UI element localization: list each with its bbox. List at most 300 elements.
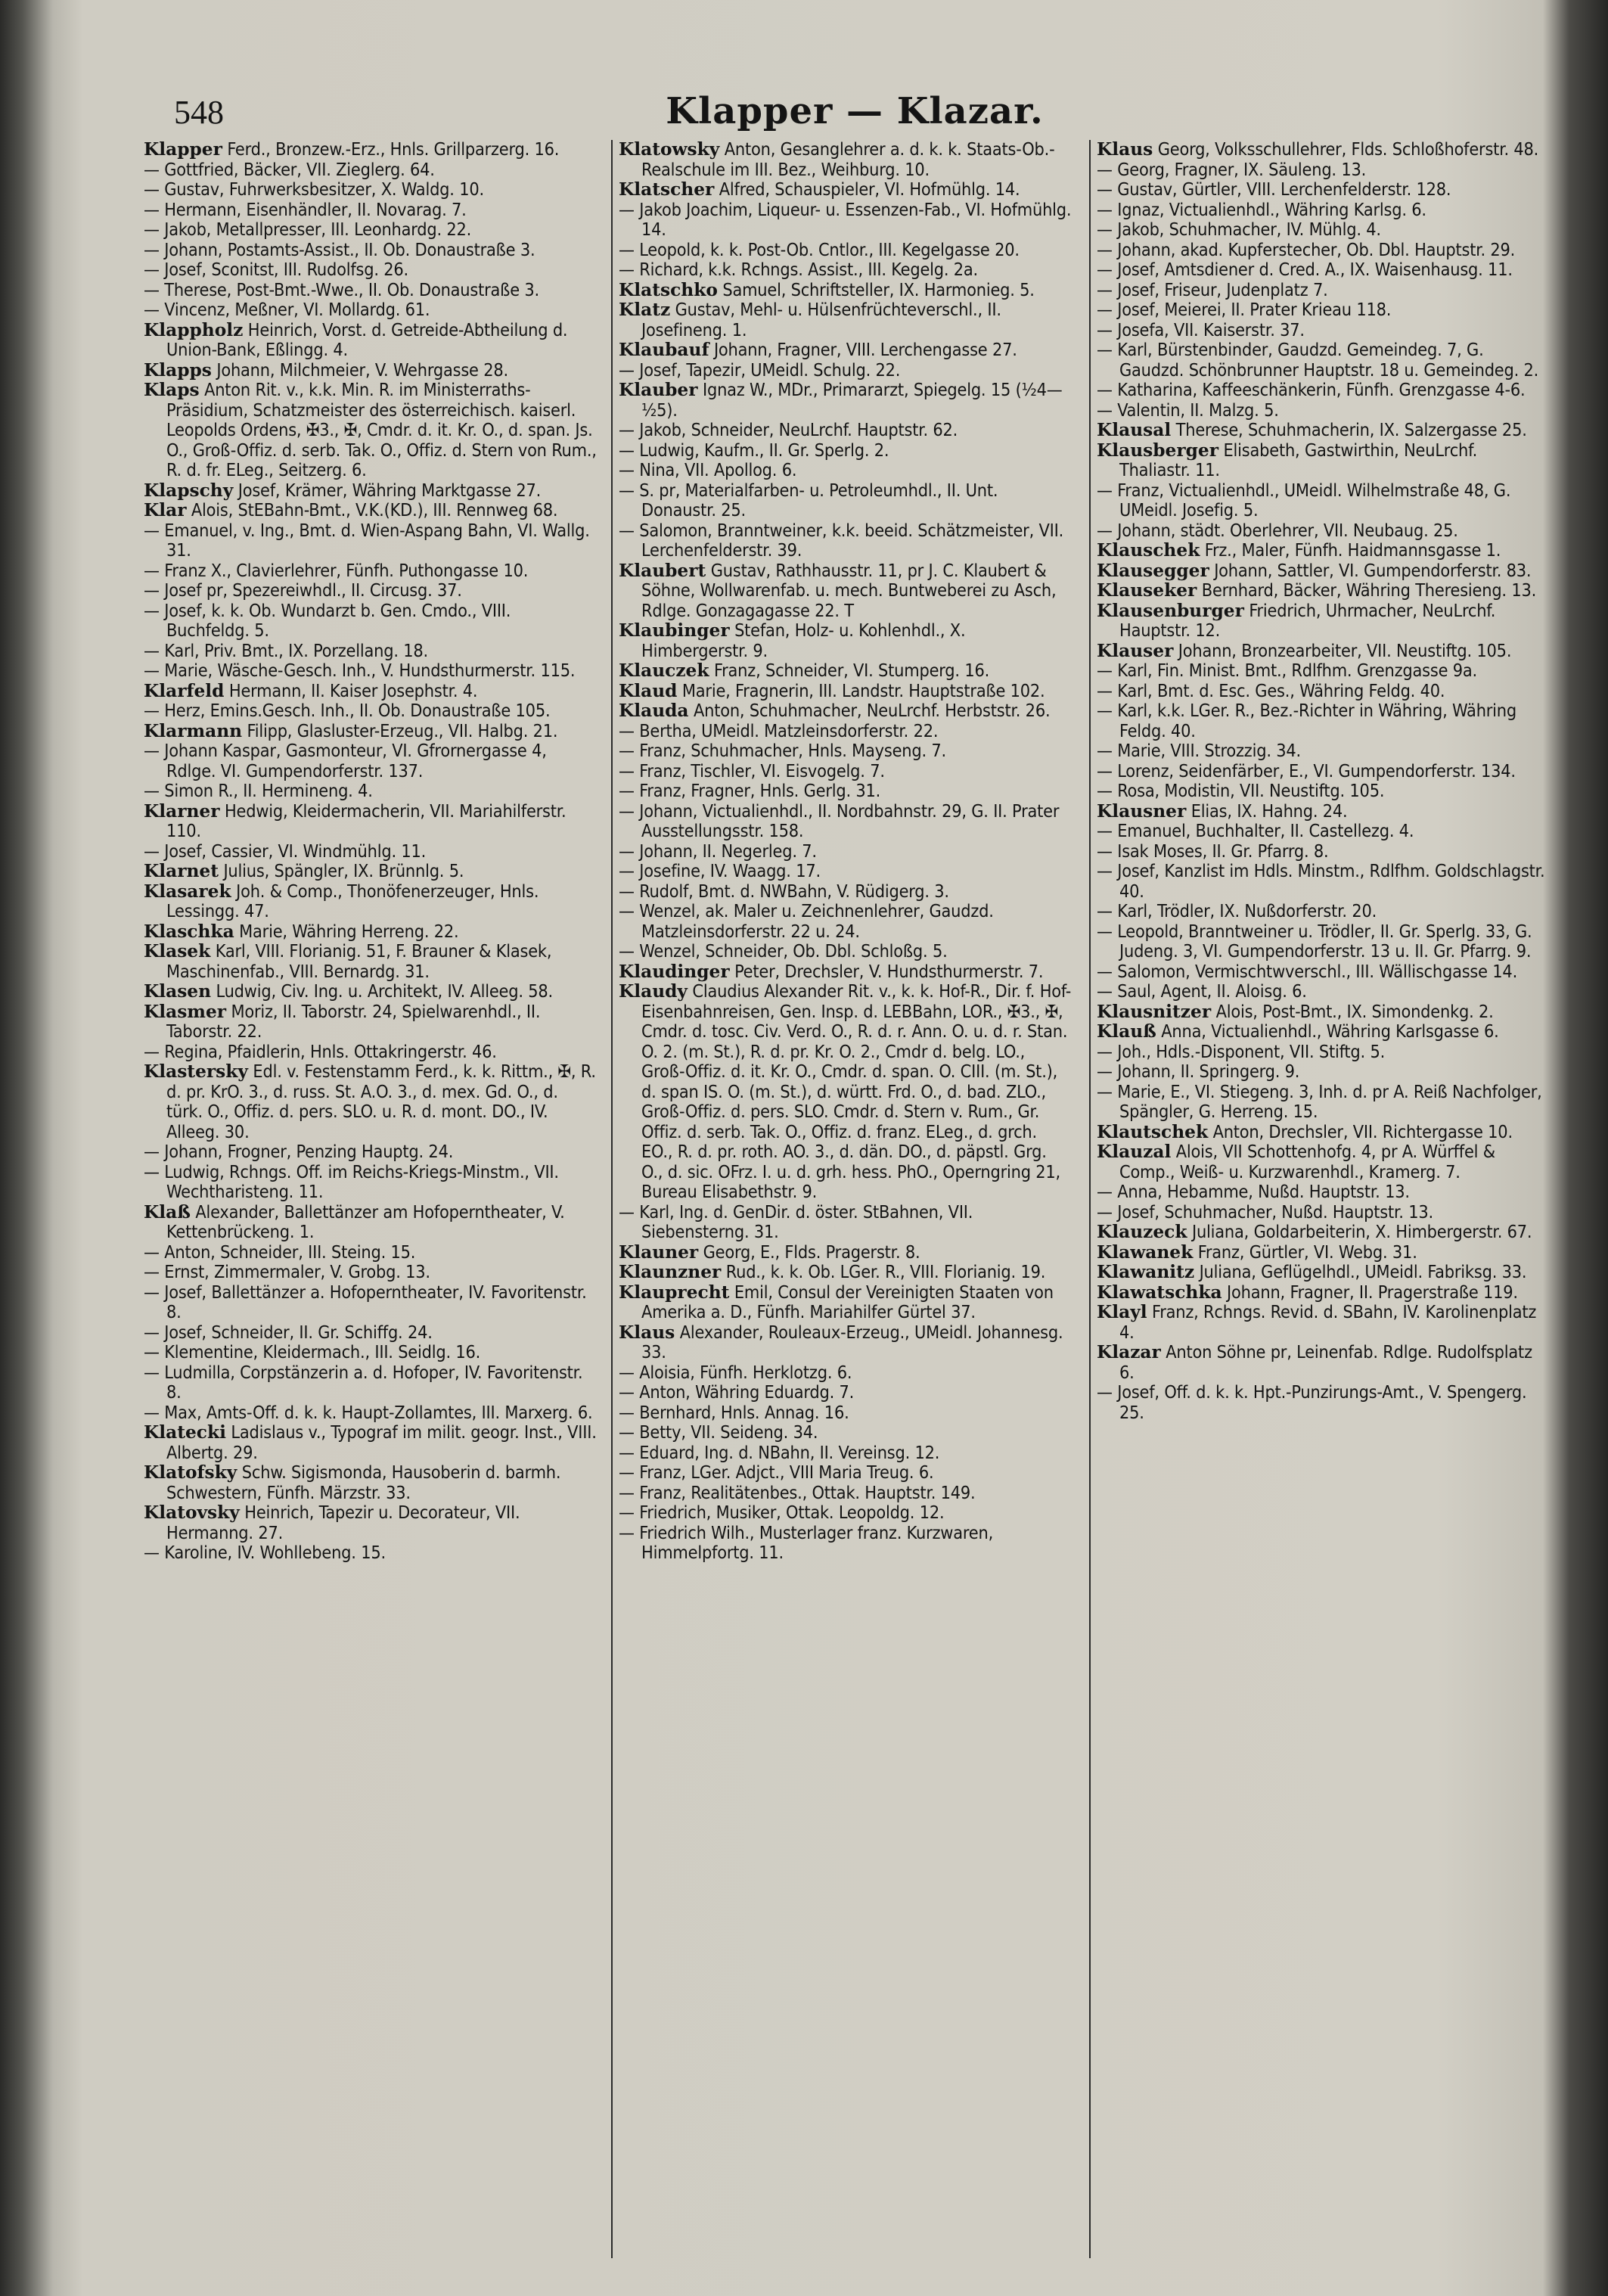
entry-surname: Klarnet — [144, 861, 219, 881]
entry-details: Stefan, Holz- u. Kohlenhdl., X. Himbergerstr. 9. — [641, 620, 966, 661]
entry-surname: Klausegger — [1097, 560, 1209, 581]
entry-details: Frz., Maler, Fünfh. Haidmannsgasse 1. — [1200, 540, 1501, 561]
entry-details: — Simon R., II. Hermineng. 4. — [144, 781, 373, 801]
entry-details: Heinrich, Vorst. d. Getreide-Abtheilung d. Union-Bank, Eßlingg. 4. — [166, 319, 568, 360]
entry-surname: Klaps — [144, 380, 200, 400]
entry-details: — Josef, Amtsdiener d. Cred. A., IX. Waisenhausg. 11. — [1097, 259, 1513, 280]
directory-entry — [144, 1543, 598, 1564]
directory-entry — [619, 361, 1073, 381]
directory-entry — [619, 561, 1073, 622]
entry-details: Gustav, Mehl- u. Hülsenfrüchteverschl., II. Josefineng. 1. — [641, 300, 1001, 340]
directory-entry — [144, 802, 598, 842]
directory-entry — [144, 682, 598, 702]
directory-entry — [144, 521, 598, 561]
directory-entry — [1097, 300, 1551, 321]
directory-entry — [144, 781, 598, 802]
entry-surname: Klaubert — [619, 560, 706, 581]
entry-details: — Franz, LGer. Adjct., VIII Maria Treug. 6. — [619, 1462, 934, 1483]
directory-entry — [1097, 1022, 1551, 1042]
entry-surname: Klatschko — [619, 279, 718, 300]
entry-surname: Klaß — [144, 1201, 191, 1223]
entry-details: — Richard, k.k. Rchngs. Assist., III. Kegelg. 2a. — [619, 259, 979, 280]
entry-surname: Klaud — [619, 680, 678, 701]
entry-details: — Valentin, II. Malzg. 5. — [1097, 399, 1279, 421]
entry-details: — Josef pr, Spezereiwhdl., II. Circusg. 37. — [144, 580, 462, 601]
entry-details: — Josef, k. k. Ob. Wundarzt b. Gen. Cmdo., VIII. Buchfeldg. 5. — [144, 600, 511, 641]
directory-entry — [144, 601, 598, 642]
entry-details: — Anna, Hebamme, Nußd. Hauptstr. 13. — [1097, 1182, 1410, 1202]
entry-details: Samuel, Schriftsteller, IX. Harmonieg. 5. — [717, 279, 1035, 300]
directory-entry — [144, 842, 598, 862]
entry-surname: Klausenburger — [1097, 600, 1244, 621]
directory-entry — [1097, 642, 1551, 662]
directory-entry — [619, 1503, 1073, 1524]
entry-details: — Karl, Fin. Minist. Bmt., Rdlfhm. Grenzgasse 9a. — [1097, 660, 1477, 681]
entry-surname: Klatovsky — [144, 1502, 240, 1523]
entry-details: — Jakob, Metallpresser, III. Leonhardg. 22. — [144, 219, 472, 240]
entry-details: — Johann, Victualienhdl., II. Nordbahnstr. 29, G. II. Prater Ausstellungsstr. 158. — [619, 800, 1060, 841]
entry-details: Franz, Rchngs. Revid. d. SBahn, IV. Karolinenplatz 4. — [1119, 1302, 1537, 1343]
entry-details: — Aloisia, Fünfh. Herklotzg. 6. — [619, 1362, 852, 1383]
entry-surname: Klar — [144, 500, 187, 520]
entry-details: Anton, Gesanglehrer a. d. k. k. Staats-Ob.-Realschule im III. Bez., Weihburg. 10. — [641, 140, 1055, 180]
column-3 — [1097, 140, 1551, 2273]
entry-surname: Klaubinger — [619, 620, 730, 641]
entry-details: Friedrich, Uhrmacher, NeuLrchf. Hauptstr. 12. — [1119, 600, 1496, 641]
directory-entry — [619, 381, 1073, 421]
directory-entry — [1097, 701, 1551, 741]
column-2 — [619, 140, 1073, 2273]
directory-entry — [1097, 340, 1551, 381]
directory-entry — [144, 220, 598, 241]
directory-entry — [1097, 842, 1551, 862]
entry-details: — Karl, Trödler, IX. Nußdorferstr. 20. — [1097, 901, 1377, 921]
entry-details: — Karl, Priv. Bmt., IX. Porzellang. 18. — [144, 640, 428, 661]
entry-details: Alfred, Schauspieler, VI. Hofmühlg. 14. — [714, 179, 1020, 200]
directory-entry — [1097, 762, 1551, 782]
entry-details: Hedwig, Kleidermacherin, VII. Mariahilferstr. 110. — [166, 800, 567, 841]
entry-details: Ladislaus v., Typograf im milit. geogr. Inst., VIII. Albertg. 29. — [166, 1422, 597, 1463]
directory-entry — [619, 802, 1073, 842]
directory-entry — [144, 661, 598, 682]
entry-details: Marie, Fragnerin, III. Landstr. Hauptstraße 102. — [677, 680, 1045, 701]
directory-entry — [619, 741, 1073, 762]
directory-entry — [144, 1002, 598, 1042]
directory-entry — [619, 842, 1073, 862]
entry-details: Moriz, II. Taborstr. 24, Spielwarenhdl., II. Taborstr. 22. — [166, 1001, 541, 1042]
entry-details: — Johann, städt. Oberlehrer, VII. Neubaug. 25. — [1097, 520, 1458, 541]
entry-details: — Karl, Bmt. d. Esc. Ges., Währing Feldg. 40. — [1097, 680, 1445, 701]
directory-entry — [619, 1403, 1073, 1424]
directory-entry — [144, 200, 598, 221]
directory-entry — [1097, 401, 1551, 421]
entry-surname: Klaubauf — [619, 340, 709, 360]
entry-details: — Josef, Cassier, VI. Windmühlg. 11. — [144, 840, 427, 862]
entry-details: — Jakob Joachim, Liqueur- u. Essenzen-Fab., VI. Hofmühlg. 14. — [619, 199, 1072, 240]
entry-surname: Klawatschka — [1097, 1282, 1222, 1303]
entry-details: — Therese, Post-Bmt.-Wwe., II. Ob. Donaustraße 3. — [144, 279, 539, 300]
directory-entry — [619, 1423, 1073, 1443]
entry-details: Bernhard, Bäcker, Währing Theresieng. 13. — [1197, 580, 1537, 601]
directory-entry — [619, 260, 1073, 281]
directory-entry — [619, 1484, 1073, 1504]
entry-details: Julius, Spängler, IX. Brünnlg. 5. — [219, 861, 464, 881]
directory-entry — [1097, 521, 1551, 542]
entry-details: — Gottfried, Bäcker, VII. Zieglerg. 64. — [144, 159, 435, 180]
entry-details: — Gustav, Gürtler, VIII. Lerchenfelderstr. 128. — [1097, 179, 1451, 200]
entry-details: Ferd., Bronzew.-Erz., Hnls. Grillparzerg. 16. — [222, 140, 560, 160]
entry-details: Therese, Schuhmacherin, IX. Salzergasse 25. — [1171, 420, 1527, 440]
page-header — [144, 79, 1566, 148]
entry-surname: Klarmann — [144, 720, 243, 741]
entry-details: Karl, VIII. Florianig. 51, F. Brauner & Klasek, Maschinenfab., VIII. Bernardg. 31. — [166, 941, 552, 982]
entry-details: Anna, Victualienhdl., Währing Karlsgasse 6. — [1156, 1021, 1499, 1042]
entry-details: Johann, Milchmeier, V. Wehrgasse 28. — [211, 359, 508, 381]
entry-details: — Vincenz, Meßner, VI. Mollardg. 61. — [144, 300, 430, 320]
entry-details: — Karl, Bürstenbinder, Gaudzd. Gemeindeg. 7, G. Gaudzd. Schönbrunner Hauptstr. 18 u. Gemeindeg. 2. — [1097, 340, 1539, 381]
entry-surname: Klauprecht — [619, 1282, 730, 1303]
directory-entry — [1097, 160, 1551, 181]
entry-details: — Karl, Ing. d. GenDir. d. öster. StBahnen, VII. Siebensterng. 31. — [619, 1201, 973, 1242]
entry-details: Gustav, Rathhausstr. 11, pr J. C. Klaubert & Söhne, Wollwarenfab. u. mech. Buntweberei zu Asch, Rdlge. Gonzagagasse 22. T — [641, 560, 1057, 621]
directory-entry — [619, 862, 1073, 882]
entry-details: — Rudolf, Bmt. d. NWBahn, V. Rüdigerg. 3. — [619, 881, 949, 902]
directory-entry — [144, 321, 598, 361]
directory-entry — [144, 481, 598, 502]
entry-surname: Klapper — [144, 140, 222, 160]
entry-details: — Saul, Agent, II. Aloisg. 6. — [1097, 981, 1307, 1002]
entry-surname: Klauzeck — [1097, 1222, 1187, 1242]
directory-entry — [619, 1323, 1073, 1363]
entry-details: — Karl, k.k. LGer. R., Bez.-Richter in Währing, Währing Feldg. 40. — [1097, 701, 1517, 741]
directory-entry — [144, 1423, 598, 1463]
directory-entry — [1097, 682, 1551, 702]
directory-entry — [619, 781, 1073, 802]
entry-surname: Klausberger — [1097, 440, 1219, 461]
directory-entry — [619, 281, 1073, 301]
directory-entry — [1097, 661, 1551, 682]
entry-details: Georg, E., Flds. Pragerstr. 8. — [698, 1241, 920, 1263]
entry-details: — Josef, Friseur, Judenplatz 7. — [1097, 279, 1328, 300]
entry-details: Peter, Drechsler, V. Hundsthurmerstr. 7. — [729, 961, 1044, 982]
directory-entry — [144, 862, 598, 882]
entry-surname: Klaus — [1097, 140, 1153, 160]
directory-entry — [1097, 1203, 1551, 1223]
directory-entry — [1097, 381, 1551, 401]
entry-surname: Klawanitz — [1097, 1262, 1195, 1282]
entry-details: — Wenzel, ak. Maler u. Zeichnenlehrer, Gaudzd. Matzleinsdorferstr. 22 u. 24. — [619, 901, 994, 942]
entry-details: — Friedrich Wilh., Musterlager franz. Kurzwaren, Himmelpfortg. 11. — [619, 1522, 994, 1563]
directory-entry — [144, 722, 598, 742]
directory-entry — [144, 241, 598, 261]
entry-details: Ludwig, Civ. Ing. u. Architekt, IV. Alleeg. 58. — [211, 981, 553, 1002]
entry-details: — Georg, Fragner, IX. Säuleng. 13. — [1097, 159, 1367, 180]
entry-details: — Emanuel, Buchhalter, II. Castellezg. 4. — [1097, 821, 1414, 841]
directory-entry — [619, 461, 1073, 481]
entry-details: Joh. & Comp., Thonöfenerzeuger, Hnls. Lessingg. 47. — [166, 881, 539, 921]
directory-entry — [144, 1243, 598, 1263]
entry-details: — Friedrich, Musiker, Ottak. Leopoldg. 12. — [619, 1502, 945, 1523]
entry-surname: Klatscher — [619, 179, 715, 200]
directory-entry — [144, 1363, 598, 1403]
entry-details: — Anton, Schneider, III. Steing. 15. — [144, 1241, 416, 1263]
entry-details: — Gustav, Fuhrwerksbesitzer, X. Waldg. 10. — [144, 179, 484, 200]
entry-details: — Josef, Schneider, II. Gr. Schiffg. 24. — [144, 1322, 433, 1343]
entry-details: — Franz, Schuhmacher, Hnls. Mayseng. 7. — [619, 741, 946, 761]
directory-entry — [619, 200, 1073, 241]
entry-details: — Franz, Fragner, Hnls. Gerlg. 31. — [619, 781, 881, 801]
entry-details: Anton Rit. v., k.k. Min. R. im Ministerraths-Präsidium, Schatzmeister des österreichisch. kaiserl. Leopolds Ordens, ✠3., ✠, Cmdr. d. it. Kr. O., d. span. Js. O., Groß-Offiz. d. serb. Tak. O., Offiz. d. Stern von Rum., R. d. fr. ELeg., Seitzerg. 6. — [166, 380, 597, 480]
entry-surname: Klappholz — [144, 319, 244, 340]
entry-details: — Josef, Kanzlist im Hdls. Minstm., Rdlfhm. Goldschlagstr. 40. — [1097, 861, 1545, 902]
directory-entry — [144, 882, 598, 922]
directory-entry — [619, 902, 1073, 942]
directory-entry — [619, 180, 1073, 200]
entry-surname: Klayl — [1097, 1302, 1147, 1322]
directory-entry — [619, 982, 1073, 1203]
entry-details: Edl. v. Festenstamm Ferd., k. k. Rittm., ✠, R. d. pr. KrO. 3., d. russ. St. A.O. 3., d. mex. Gd. O., d. türk. O., Offiz. d. pers. SLO. u. R. d. mont. DO., IV. Alleeg. 30. — [166, 1061, 596, 1142]
directory-entry — [619, 421, 1073, 441]
entry-details: — Johann, II. Springerg. 9. — [1097, 1061, 1300, 1082]
directory-entry — [144, 581, 598, 601]
directory-entry — [619, 661, 1073, 682]
directory-entry — [1097, 561, 1551, 582]
entry-details: — Jakob, Schneider, NeuLrchf. Hauptstr. 62. — [619, 420, 958, 440]
entry-details: Josef, Krämer, Währing Marktgasse 27. — [233, 480, 542, 501]
entry-details: — Betty, VII. Seideng. 34. — [619, 1422, 818, 1443]
entry-details: — Ignaz, Victualienhdl., Währing Karlsg. 6. — [1097, 199, 1426, 220]
directory-entry — [1097, 1182, 1551, 1203]
directory-entry — [619, 1363, 1073, 1384]
directory-entry — [1097, 802, 1551, 822]
entry-details: — Bernhard, Hnls. Annag. 16. — [619, 1402, 849, 1423]
entry-details: — Johann, II. Negerleg. 7. — [619, 840, 817, 862]
directory-entry — [1097, 862, 1551, 902]
entry-details: Schw. Sigismonda, Hausoberin d. barmh. Schwestern, Fünfh. Märzstr. 33. — [166, 1462, 561, 1503]
directory-entry — [144, 501, 598, 521]
entry-surname: Klarfeld — [144, 680, 225, 701]
entry-surname: Klauseker — [1097, 580, 1197, 601]
entry-surname: Klautschek — [1097, 1121, 1209, 1142]
entry-details: Elias, IX. Hahng. 24. — [1186, 800, 1348, 822]
directory-entry — [1097, 822, 1551, 842]
entry-details: — Joh., Hdls.-Disponent, VII. Stiftg. 5. — [1097, 1041, 1386, 1062]
directory-entry — [1097, 421, 1551, 441]
directory-entry — [1097, 441, 1551, 481]
directory-entry — [1097, 140, 1551, 160]
directory-entry — [1097, 1263, 1551, 1283]
directory-entry — [144, 1283, 598, 1323]
entry-surname: Klauber — [619, 380, 698, 400]
directory-entry — [144, 1042, 598, 1063]
entry-surname: Klasek — [144, 941, 211, 962]
entry-details: Alexander, Rouleaux-Erzeug., UMeidl. Johannesg. 33. — [641, 1322, 1063, 1362]
directory-entry — [1097, 1042, 1551, 1063]
directory-entry — [144, 982, 598, 1002]
entry-details: Alexander, Ballettänzer am Hofoperntheater, V. Kettenbrückeng. 1. — [166, 1201, 565, 1242]
entry-details: Johann, Sattler, VI. Gumpendorferstr. 83. — [1209, 560, 1532, 581]
directory-entry — [619, 481, 1073, 521]
directory-entry — [144, 160, 598, 181]
running-title: Klapper — Klazar. — [666, 90, 1044, 132]
entry-details: — Leopold, Branntweiner u. Trödler, II. Gr. Sperlg. 33, G. Judeng. 3, VI. Gumpendorferstr. 13 u. II. Gr. Pfarrg. 9. — [1097, 921, 1532, 962]
entry-surname: Klauzal — [1097, 1142, 1172, 1162]
entry-details: — Jakob, Schuhmacher, IV. Mühlg. 4. — [1097, 219, 1381, 240]
directory-entry — [619, 882, 1073, 903]
column-divider — [611, 140, 613, 2258]
entry-surname: Klapps — [144, 359, 212, 381]
directory-entry — [619, 241, 1073, 261]
entry-details: Emil, Consul der Vereinigten Staaten von Amerika a. D., Fünfh. Mariahilfer Gürtel 37. — [641, 1282, 1054, 1322]
entry-surname: Klazar — [1097, 1342, 1161, 1362]
directory-entry — [144, 1263, 598, 1283]
entry-details: — Nina, VII. Apollog. 6. — [619, 460, 797, 480]
directory-entry — [619, 1243, 1073, 1263]
directory-entry — [144, 260, 598, 281]
entry-details: Alois, VII Schottenhofg. 4, pr A. Würffel & Comp., Weiß- u. Kurzwarenhdl., Kramerg. 7. — [1119, 1142, 1495, 1182]
entry-details: — Isak Moses, II. Gr. Pfarrg. 8. — [1097, 840, 1329, 862]
entry-details: — Anton, Währing Eduardg. 7. — [619, 1382, 855, 1403]
directory-entry — [1097, 180, 1551, 200]
entry-details: — Bertha, UMeidl. Matzleinsdorferstr. 22. — [619, 720, 939, 741]
directory-entry — [1097, 1002, 1551, 1023]
entry-details: Johann, Fragner, VIII. Lerchengasse 27. — [709, 340, 1017, 360]
directory-entry — [1097, 241, 1551, 261]
entry-details: Claudius Alexander Rit. v., k. k. Hof-R., Dir. f. Hof-Eisenbahnreisen, Gen. Insp. d. LEBBahn, LOR., ✠3., ✠, Cmdr. d. tosc. Civ. Verd. O., R. d. r. Ann. O. u. d. r. Stan. O. 2. (m. St.), R. d. pr. Kr. O. 2., Cmdr d. belg. LO., Groß-Offiz. d. it. Kr. O., Cmdr. d. span. O. CIII. (m. St.), d. span IS. O. (m. St.), d. württ. Frd. O., d. bad. ZLO., Groß-Offiz. d. pers. SLO. Cmdr. d. Stern v. Rum., Gr. Offiz. d. serb. Tak. O., Offiz. d. franz. ELeg., d. grch. EO., R. d. pr. roth. AO. 3., d. dän. DO., d. päpstl. Grg. O., d. sic. OFrz. I. u. d. grh. hess. PhO., Operngring 21, Bureau Elisabethstr. 9. — [641, 981, 1072, 1202]
entry-surname: Klauß — [1097, 1021, 1156, 1042]
entry-surname: Klatofsky — [144, 1462, 237, 1483]
directory-entry — [1097, 281, 1551, 301]
entry-details: — Johann Kaspar, Gasmonteur, VI. Gfrornergasse 4, Rdlge. VI. Gumpendorferstr. 137. — [144, 741, 547, 781]
directory-entry — [1097, 1343, 1551, 1383]
directory-entry — [144, 942, 598, 982]
directory-entry — [619, 140, 1073, 180]
entry-details: Juliana, Geflügelhdl., UMeidl. Fabriksg. 33. — [1194, 1262, 1527, 1282]
entry-details: — Marie, E., VI. Stiegeng. 3, Inh. d. pr A. Reiß Nachfolger, Spängler, G. Herreng. 15. — [1097, 1081, 1542, 1122]
entry-details: — Katharina, Kaffeeschänkerin, Fünfh. Grenzgasse 4-6. — [1097, 380, 1526, 400]
entry-details: — Josef, Tapezir, UMeidl. Schulg. 22. — [619, 359, 901, 381]
entry-surname: Klausal — [1097, 420, 1172, 440]
directory-entry — [144, 1463, 598, 1503]
directory-entry — [619, 1524, 1073, 1564]
entry-details: Franz, Schneider, VI. Stumperg. 16. — [709, 660, 990, 681]
directory-entry — [144, 1343, 598, 1363]
directory-entry — [1097, 541, 1551, 561]
directory-entry — [619, 1383, 1073, 1403]
entry-details: — Eduard, Ing. d. NBahn, II. Vereinsg. 12. — [619, 1442, 940, 1463]
entry-details: — Josef, Meierei, II. Prater Krieau 118. — [1097, 300, 1392, 320]
directory-entry — [144, 1503, 598, 1543]
directory-entry — [144, 281, 598, 301]
entry-details: — Ernst, Zimmermaler, V. Grobg. 13. — [144, 1262, 430, 1282]
directory-entry — [144, 701, 598, 722]
directory-entry — [1097, 1383, 1551, 1423]
directory-entry — [1097, 1083, 1551, 1123]
directory-entry — [619, 942, 1073, 962]
entry-details: Elisabeth, Gastwirthin, NeuLrchf. Thaliastr. 11. — [1119, 440, 1478, 480]
entry-details: — Salomon, Vermischtwverschl., III. Wällischgasse 14. — [1097, 961, 1518, 982]
entry-details: — Max, Amts-Off. d. k. k. Haupt-Zollamtes, III. Marxerg. 6. — [144, 1402, 593, 1423]
directory-entry — [619, 722, 1073, 742]
directory-entry — [144, 140, 598, 160]
entry-surname: Klasen — [144, 981, 212, 1002]
entry-details: — Josef, Ballettänzer a. Hofoperntheater, IV. Favoritenstr. 8. — [144, 1282, 587, 1322]
directory-entry — [144, 1203, 598, 1243]
directory-entry — [1097, 200, 1551, 221]
entry-surname: Klapschy — [144, 480, 234, 501]
entry-details: — Josefa, VII. Kaiserstr. 37. — [1097, 319, 1305, 340]
entry-details: — Franz X., Clavierlehrer, Fünfh. Puthongasse 10. — [144, 560, 529, 581]
entry-surname: Klatowsky — [619, 140, 720, 160]
directory-entry — [1097, 220, 1551, 241]
directory-entry — [144, 300, 598, 321]
directory-entry — [619, 340, 1073, 361]
entry-details: Juliana, Goldarbeiterin, X. Himbergerstr. 67. — [1187, 1222, 1532, 1242]
entry-surname: Klaunzner — [619, 1262, 722, 1282]
directory-entry — [619, 762, 1073, 782]
directory-entry — [144, 1323, 598, 1344]
entry-details: Franz, Gürtler, VI. Webg. 31. — [1193, 1241, 1417, 1263]
entry-details: Johann, Fragner, II. Pragerstraße 119. — [1222, 1282, 1518, 1303]
entry-details: — Franz, Realitätenbes., Ottak. Hauptstr. 149. — [619, 1482, 976, 1503]
entry-details: — Hermann, Eisenhändler, II. Novarag. 7. — [144, 199, 467, 220]
entry-details: — Josef, Schuhmacher, Nußd. Hauptstr. 13. — [1097, 1201, 1433, 1223]
directory-entry — [1097, 481, 1551, 521]
entry-details: — Josef, Off. d. k. k. Hpt.-Punzirungs-Amt., V. Spengerg. 25. — [1097, 1382, 1527, 1423]
entry-details: — Rosa, Modistin, VII. Neustiftg. 105. — [1097, 781, 1385, 801]
directory-entry — [1097, 260, 1551, 281]
directory-entry — [1097, 321, 1551, 341]
entry-surname: Klauner — [619, 1241, 699, 1263]
directory-entry — [144, 381, 598, 481]
directory-entry — [1097, 1062, 1551, 1083]
directory-entry — [1097, 902, 1551, 922]
directory-entry — [144, 1142, 598, 1163]
directory-entry — [1097, 581, 1551, 601]
entry-details: — Ludwig, Kaufm., II. Gr. Sperlg. 2. — [619, 440, 889, 461]
column-1 — [144, 140, 598, 2273]
directory-entry — [1097, 1142, 1551, 1182]
entry-details: — Emanuel, v. Ing., Bmt. d. Wien-Aspang Bahn, VI. Wallg. 31. — [144, 520, 590, 561]
entry-surname: Klaudy — [619, 981, 688, 1002]
directory-entry — [619, 962, 1073, 983]
entry-details: — Josef, Sconitst, III. Rudolfsg. 26. — [144, 259, 408, 280]
directory-entry — [144, 1062, 598, 1142]
entry-details: Alois, Post-Bmt., IX. Simondenkg. 2. — [1211, 1001, 1494, 1022]
entry-details: Hermann, II. Kaiser Josephstr. 4. — [224, 680, 478, 701]
directory-entry — [619, 682, 1073, 702]
entry-surname: Klausner — [1097, 800, 1187, 822]
directory-entry — [1097, 1243, 1551, 1263]
directory-entry — [144, 561, 598, 582]
entry-details: — Johann, akad. Kupferstecher, Ob. Dbl. Hauptstr. 29. — [1097, 239, 1516, 260]
entry-details: — Regina, Pfaidlerin, Hnls. Ottakringerstr. 46. — [144, 1041, 497, 1062]
directory-entry — [1097, 1283, 1551, 1303]
entry-details: Georg, Volksschullehrer, Flds. Schloßhoferstr. 48. — [1153, 140, 1539, 160]
entry-details: — Salomon, Branntweiner, k.k. beeid. Schätzmeister, VII. Lerchenfelderstr. 39. — [619, 520, 1064, 561]
entry-details: Anton, Drechsler, VII. Richtergasse 10. — [1208, 1121, 1513, 1142]
directory-entry — [619, 621, 1073, 661]
entry-details: — Marie, Wäsche-Gesch. Inh., V. Hundsthurmerstr. 115. — [144, 660, 576, 681]
entry-surname: Klaudinger — [619, 961, 730, 982]
entry-surname: Klausnitzer — [1097, 1001, 1212, 1022]
entry-details: — Ludmilla, Corpstänzerin a. d. Hofoper, IV. Favoritenstr. 8. — [144, 1362, 583, 1403]
directory-entry — [144, 642, 598, 662]
directory-entry — [1097, 922, 1551, 962]
entry-details: — Leopold, k. k. Post-Ob. Cntlor., III. Kegelgasse 20. — [619, 239, 1020, 260]
entry-details: Anton, Schuhmacher, NeuLrchf. Herbststr. 26. — [688, 701, 1051, 721]
directory-entry — [144, 180, 598, 200]
